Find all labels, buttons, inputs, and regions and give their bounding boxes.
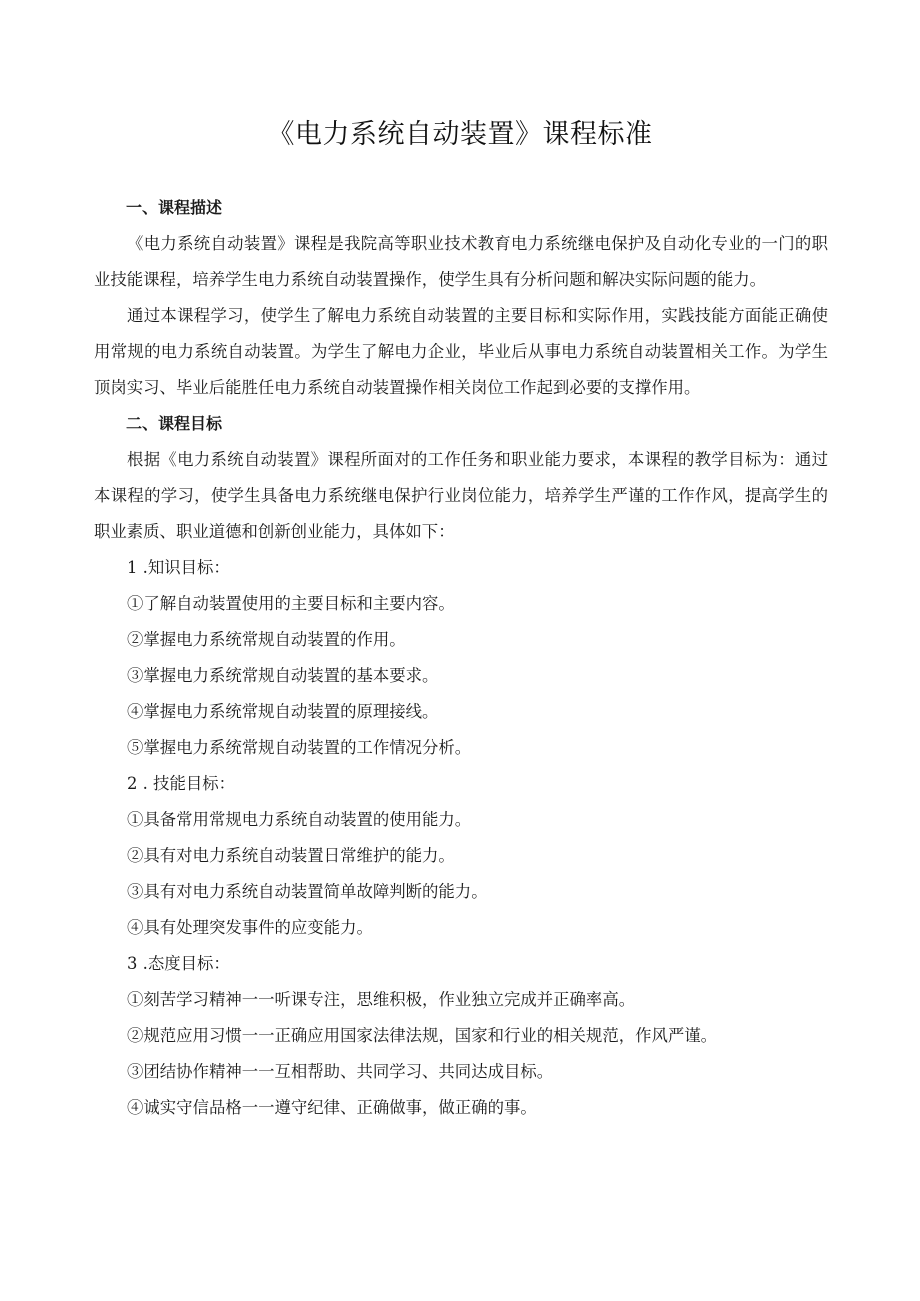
- list-item: ①具备常用常规电力系统自动装置的使用能力。: [127, 810, 472, 829]
- subsection-label-knowledge: 1 .知识目标：: [127, 558, 230, 577]
- paragraph: 根据《电力系统自动装置》课程所面对的工作任务和职业能力要求，本课程的教学目标为：通过本课程的学习，使学生具备电力系统继电保护行业岗位能力，培养学生严谨的工作作风，提高学生的职业素质、职业道德和创新创业能力，具体如下：: [94, 450, 828, 541]
- paragraph: 通过本课程学习，使学生了解电力系统自动装置的主要目标和实际作用，实践技能方面能正确使用常规的电力系统自动装置。为学生了解电力企业，毕业后从事电力系统自动装置相关工作。为学生顶岗实习、毕业后能胜任电力系统自动装置操作相关岗位工作起到必要的支撑作用。: [94, 306, 828, 397]
- list-item: ①了解自动装置使用的主要目标和主要内容。: [127, 594, 455, 613]
- list-item: ④掌握电力系统常规自动装置的原理接线。: [127, 702, 439, 721]
- list-item: ④诚实守信品格一一遵守纪律、正确做事，做正确的事。: [127, 1098, 537, 1117]
- list-item: ④具有处理突发事件的应变能力。: [127, 918, 373, 937]
- list-item: ③具有对电力系统自动装置简单故障判断的能力。: [127, 882, 488, 901]
- paragraph: 《电力系统自动装置》课程是我院高等职业技术教育电力系统继电保护及自动化专业的一门的职业技能课程，培养学生电力系统自动装置操作，使学生具有分析问题和解决实际问题的能力。: [94, 234, 828, 289]
- list-item: ②规范应用习惯一一正确应用国家法律法规，国家和行业的相关规范，作风严谨。: [127, 1026, 718, 1045]
- list-item: ①刻苦学习精神一一听课专注，思维积极，作业独立完成并正确率高。: [127, 990, 636, 1009]
- document-body: [94, 190, 828, 1126]
- list-item: ③掌握电力系统常规自动装置的基本要求。: [127, 666, 439, 685]
- list-item: ②具有对电力系统自动装置日常维护的能力。: [127, 846, 455, 865]
- subsection-label-skills: 2 . 技能目标：: [127, 774, 236, 793]
- subsection-label-attitude: 3 .态度目标：: [127, 954, 230, 973]
- document-title: 《电力系统自动装置》课程标准: [267, 119, 653, 150]
- section-heading-course-description: 一、课程描述: [126, 198, 223, 217]
- list-item: ②掌握电力系统常规自动装置的作用。: [127, 630, 406, 649]
- section-heading-course-objectives: 二、课程目标: [126, 414, 223, 433]
- list-item: ⑤掌握电力系统常规自动装置的工作情况分析。: [127, 738, 472, 757]
- list-item: ③团结协作精神一一互相帮助、共同学习、共同达成目标。: [127, 1062, 554, 1081]
